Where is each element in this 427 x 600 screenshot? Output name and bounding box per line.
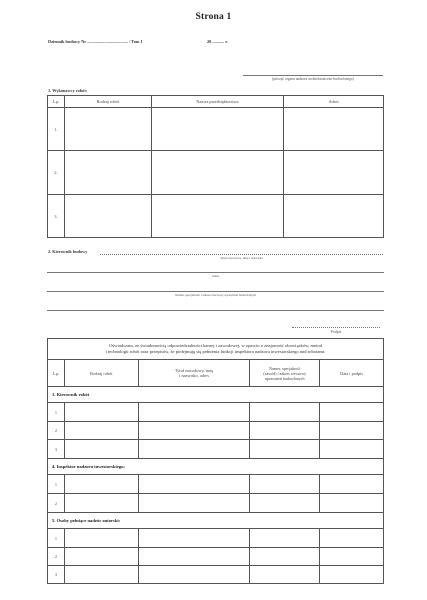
column-header: Data i podpis [320,360,384,387]
signature-line [292,327,380,328]
table-cell [284,151,384,195]
seal-caption: (pieczęć organu nadzoru architektoniczno-budowlanego) [272,77,354,81]
date-label: 20 ........... r. [207,39,228,44]
table-cell [250,566,320,584]
table-cell [138,494,250,513]
column-header: Rodzaj robót [64,360,138,387]
caption-number: Numer, specjalność i zakres rzeczowy uprawnień budowlanych [175,293,256,297]
table-cell [138,529,250,548]
row-number: 1. [48,108,65,151]
table-cell [64,440,138,459]
declaration-line: Oświadczam, ze świadomością odpowiedzialności karnej i zawodowej, w oparciu o znajomość obowiązków, metod [109,343,322,349]
declaration-line: i technologii robót oraz przepisów, że podejmuję się pełnienia funkcji inspektora nadzoru inwestorskiego nad robotami: [105,349,326,354]
table-cell [64,151,151,195]
table-cell [64,475,138,494]
group-heading: 5. Osoby pełniące nadzór autorski: [48,513,384,529]
table-cell [138,422,250,440]
contractors-table [47,95,384,238]
column-header: L.p. [48,96,65,108]
table-cell [138,566,250,584]
section2-heading: 2. Kierownik budowy [48,249,88,254]
table-cell [138,475,250,494]
caption-title: Tytuł zawodowy, imię i nazwisko [220,256,263,260]
table-cell [320,566,384,584]
table-cell [64,566,138,584]
table-cell [64,403,138,422]
table-cell [64,195,151,238]
row-number: 2 [48,422,65,440]
group-heading: 3. Kierownik robót [48,387,384,403]
column-header: L.p. [48,360,65,387]
seal-line [243,75,383,76]
table-cell [250,529,320,548]
row-number: 1 [48,529,65,548]
declaration-text [48,339,384,360]
table-cell [151,108,284,151]
column-header: Adres [284,96,384,108]
table-cell [284,195,384,238]
table-cell [250,548,320,566]
table-cell [284,108,384,151]
row-number: 3. [48,195,65,238]
supervision-table [47,338,384,584]
row-number: 2. [48,151,65,195]
column-header: Rodzaj robót [64,96,151,108]
row-number: 1 [48,403,65,422]
qualifications-line [47,291,384,292]
manager-name-line [100,254,383,255]
column-header: Nazwa przedsiębiorstwa [151,96,284,108]
address-line [47,272,384,273]
section1-heading: 1. Wykonawcy robót: [48,88,88,93]
row-number: 1 [48,475,65,494]
table-cell [250,422,320,440]
diary-number-label: Dziennik budowy Nr ...................................... / Tom 1 [48,39,143,44]
table-cell [320,548,384,566]
table-cell [320,440,384,459]
extra-line [47,310,384,311]
table-cell [138,440,250,459]
table-cell [151,151,284,195]
caption-signature: Podpis [330,330,342,334]
table-cell [250,440,320,459]
table-cell [64,548,138,566]
table-cell [64,422,138,440]
table-cell [250,475,320,494]
table-cell [64,108,151,151]
row-number: 3 [48,440,65,459]
column-header: Numer, specjalność (zawód) i zakres rzeczowy uprawnień budowlanych [250,360,320,387]
table-cell [320,475,384,494]
group-heading: 4. Inspektor nadzoru inwestorskiego: [48,459,384,475]
row-number: 3 [48,566,65,584]
table-cell [151,195,284,238]
table-cell [250,403,320,422]
table-cell [138,403,250,422]
row-number: 2 [48,548,65,566]
table-cell [320,494,384,513]
caption-address: Adres [211,274,220,278]
table-cell [64,494,138,513]
table-cell [320,529,384,548]
table-cell [320,422,384,440]
column-header: Tytuł zawodowy, imię i nazwisko, adres [138,360,250,387]
table-cell [250,494,320,513]
table-cell [64,529,138,548]
table-cell [138,548,250,566]
row-number: 2 [48,494,65,513]
table-cell [320,403,384,422]
page-title: Strona 1 [195,12,232,22]
